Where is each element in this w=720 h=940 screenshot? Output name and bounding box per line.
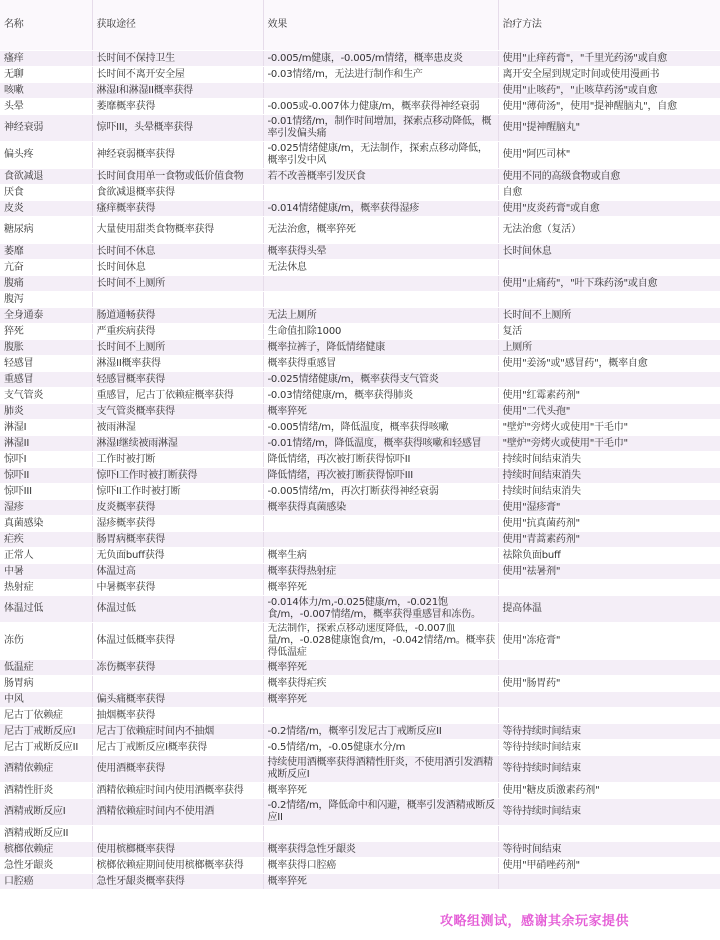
table-row xyxy=(0,580,720,596)
table-row xyxy=(0,783,720,799)
cell-effect xyxy=(263,708,498,724)
cell-effect: 概率获得真菌感染 xyxy=(263,500,498,516)
cell-effect: 概率拉裤子，降低情绪健康 xyxy=(263,340,498,356)
cell-treatment: 使用"祛暑剂" xyxy=(498,564,720,580)
cell-effect: -0.005/m健康，-0.005/m情绪，概率患皮炎 xyxy=(263,51,498,67)
cell-source: 抽烟概率获得 xyxy=(92,708,263,724)
table-row xyxy=(0,115,720,142)
cell-treatment: 长时间不上厕所 xyxy=(498,308,720,324)
cell-treatment: 使用"薄荷汤"，使用"提神醒脑丸"，自愈 xyxy=(498,99,720,115)
cell-effect: 概率猝死 xyxy=(263,692,498,708)
cell-effect: 若不改善概率引发厌食 xyxy=(263,169,498,185)
cell-name: 亢奋 xyxy=(0,260,92,276)
cell-name: 酒精戒断反应I xyxy=(0,799,92,826)
cell-name: 重感冒 xyxy=(0,372,92,388)
header-effect: 效果 xyxy=(263,0,498,51)
table-row xyxy=(0,532,720,548)
cell-source: 惊吓II工作时被打断 xyxy=(92,484,263,500)
cell-name: 神经衰弱 xyxy=(0,115,92,142)
cell-name: 酒精性肝炎 xyxy=(0,783,92,799)
table-row xyxy=(0,372,720,388)
cell-source: 酒精依赖症时间内不使用酒 xyxy=(92,799,263,826)
cell-effect: 概率猝死 xyxy=(263,404,498,420)
cell-effect: 概率获得急性牙龈炎 xyxy=(263,842,498,858)
table-row xyxy=(0,596,720,623)
cell-name: 糖尿病 xyxy=(0,217,92,244)
cell-treatment: 使用"肠胃药" xyxy=(498,676,720,692)
table-row xyxy=(0,260,720,276)
table-row xyxy=(0,308,720,324)
cell-source: 瘙痒概率获得 xyxy=(92,201,263,217)
cell-source: 使用酒概率获得 xyxy=(92,756,263,783)
cell-treatment: 等待持续时间结束 xyxy=(498,740,720,756)
cell-effect: 概率获得重感冒 xyxy=(263,356,498,372)
cell-effect: 无法制作，探索点移动速度降低，-0.007血量/m，-0.028健康饱食/m，-0.042情绪/m。概率获得低温症 xyxy=(263,623,498,660)
cell-effect xyxy=(263,276,498,292)
cell-name: 淋湿I xyxy=(0,420,92,436)
cell-effect: -0.005情绪/m，再次打断获得神经衰弱 xyxy=(263,484,498,500)
cell-effect xyxy=(263,292,498,308)
table-row xyxy=(0,724,720,740)
cell-source: 长时间不休息 xyxy=(92,244,263,260)
cell-effect: 降低情绪，再次被打断获得惊吓III xyxy=(263,468,498,484)
table-row xyxy=(0,420,720,436)
cell-treatment: 复活 xyxy=(498,324,720,340)
table-row xyxy=(0,67,720,83)
cell-source: 淋湿II概率获得 xyxy=(92,356,263,372)
table-row xyxy=(0,292,720,308)
cell-name: 皮炎 xyxy=(0,201,92,217)
cell-effect: 生命值扣除1000 xyxy=(263,324,498,340)
cell-treatment: 使用"青蒿素药剂" xyxy=(498,532,720,548)
cell-effect: 概率获得疟疾 xyxy=(263,676,498,692)
cell-name: 食欲减退 xyxy=(0,169,92,185)
cell-name: 中风 xyxy=(0,692,92,708)
cell-source: 使用槟榔概率获得 xyxy=(92,842,263,858)
table-row xyxy=(0,858,720,874)
cell-source: 工作时被打断 xyxy=(92,452,263,468)
cell-treatment xyxy=(498,580,720,596)
cell-source: 湿疹概率获得 xyxy=(92,516,263,532)
table-row xyxy=(0,692,720,708)
cell-effect: -0.025情绪健康/m，无法制作，探索点移动降低，概率引发中风 xyxy=(263,142,498,169)
cell-treatment: "壁炉"旁烤火或使用"干毛巾" xyxy=(498,420,720,436)
cell-source: 长时间不离开安全屋 xyxy=(92,67,263,83)
cell-name: 体温过低 xyxy=(0,596,92,623)
cell-name: 咳嗽 xyxy=(0,83,92,99)
cell-name: 低温症 xyxy=(0,660,92,676)
cell-treatment: 使用"姜汤"或"感冒药"，概率自愈 xyxy=(498,356,720,372)
cell-name: 全身通泰 xyxy=(0,308,92,324)
cell-name: 正常人 xyxy=(0,548,92,564)
cell-name: 酒精戒断反应II xyxy=(0,826,92,842)
cell-source: 皮炎概率获得 xyxy=(92,500,263,516)
cell-name: 无聊 xyxy=(0,67,92,83)
table-row xyxy=(0,51,720,67)
cell-name: 支气管炎 xyxy=(0,388,92,404)
cell-name: 惊吓III xyxy=(0,484,92,500)
cell-source xyxy=(92,826,263,842)
cell-source: 体温过低 xyxy=(92,596,263,623)
cell-name: 真菌感染 xyxy=(0,516,92,532)
table-row xyxy=(0,244,720,260)
cell-effect: -0.01情绪/m，降低温度，概率获得咳嗽和轻感冒 xyxy=(263,436,498,452)
cell-treatment: 持续时间结束消失 xyxy=(498,484,720,500)
cell-effect: -0.005或-0.007体力健康/m，概率获得神经衰弱 xyxy=(263,99,498,115)
cell-effect: 概率猝死 xyxy=(263,660,498,676)
table-row xyxy=(0,142,720,169)
cell-effect: 无法休息 xyxy=(263,260,498,276)
cell-effect: 持续使用酒概率获得酒精性肝炎，不使用酒引发酒精戒断反应I xyxy=(263,756,498,783)
header-source: 获取途径 xyxy=(92,0,263,51)
cell-treatment: 祛除负面buff xyxy=(498,548,720,564)
cell-effect: -0.005情绪/m，降低温度，概率获得咳嗽 xyxy=(263,420,498,436)
cell-source: 被雨淋湿 xyxy=(92,420,263,436)
cell-effect xyxy=(263,826,498,842)
cell-treatment: 使用"二代头孢" xyxy=(498,404,720,420)
table-row xyxy=(0,436,720,452)
table-row xyxy=(0,356,720,372)
table-row xyxy=(0,452,720,468)
table-row xyxy=(0,404,720,420)
table-row xyxy=(0,516,720,532)
cell-source: 无负面buff获得 xyxy=(92,548,263,564)
cell-source: 大量使用甜类食物概率获得 xyxy=(92,217,263,244)
cell-source: 长时间不保持卫生 xyxy=(92,51,263,67)
cell-name: 急性牙龈炎 xyxy=(0,858,92,874)
cell-source: 长时间休息 xyxy=(92,260,263,276)
cell-treatment: 使用"糖皮质激素药剂" xyxy=(498,783,720,799)
table-row xyxy=(0,548,720,564)
cell-source: 萎靡概率获得 xyxy=(92,99,263,115)
cell-effect xyxy=(263,83,498,99)
cell-source: 惊吓I工作时被打断获得 xyxy=(92,468,263,484)
cell-source xyxy=(92,292,263,308)
cell-effect: -0.014体力/m,-0.025健康/m，-0.021饱食/m，-0.007情绪/m，概率获得重感冒和冻伤。 xyxy=(263,596,498,623)
cell-effect: 概率猝死 xyxy=(263,580,498,596)
cell-name: 中暑 xyxy=(0,564,92,580)
table-row xyxy=(0,340,720,356)
cell-name: 肠胃病 xyxy=(0,676,92,692)
table-row xyxy=(0,276,720,292)
cell-name: 尼古丁戒断反应I xyxy=(0,724,92,740)
cell-name: 口腔癌 xyxy=(0,874,92,890)
cell-effect: -0.03情绪/m，无法进行制作和生产 xyxy=(263,67,498,83)
cell-source: 肠胃病概率获得 xyxy=(92,532,263,548)
cell-source: 中暑概率获得 xyxy=(92,580,263,596)
cell-effect: -0.025情绪健康/m，概率获得支气管炎 xyxy=(263,372,498,388)
cell-treatment xyxy=(498,372,720,388)
table-row xyxy=(0,676,720,692)
table-header-row xyxy=(0,0,720,51)
cell-source: 淋湿I继续被雨淋湿 xyxy=(92,436,263,452)
cell-source: 重感冒，尼古丁依赖症概率获得 xyxy=(92,388,263,404)
cell-source: 惊吓III，头晕概率获得 xyxy=(92,115,263,142)
cell-name: 腹痛 xyxy=(0,276,92,292)
cell-source: 酒精依赖症时间内使用酒概率获得 xyxy=(92,783,263,799)
cell-treatment: 使用"皮炎药膏"或自愈 xyxy=(498,201,720,217)
cell-treatment: 使用"止痛药"，"叶下珠药汤"或自愈 xyxy=(498,276,720,292)
cell-source: 支气管炎概率获得 xyxy=(92,404,263,420)
table-row xyxy=(0,201,720,217)
cell-source: 长时间不上厕所 xyxy=(92,340,263,356)
cell-name: 惊吓I xyxy=(0,452,92,468)
cell-source: 冻伤概率获得 xyxy=(92,660,263,676)
cell-effect: -0.2情绪/m，概率引发尼古丁戒断反应II xyxy=(263,724,498,740)
cell-source: 长时间不上厕所 xyxy=(92,276,263,292)
cell-name: 槟榔依赖症 xyxy=(0,842,92,858)
cell-treatment: 使用"甲硝唑药剂" xyxy=(498,858,720,874)
cell-treatment: 使用"止痒药膏"，"千里光药汤"或自愈 xyxy=(498,51,720,67)
cell-treatment: 长时间休息 xyxy=(498,244,720,260)
table-row xyxy=(0,799,720,826)
cell-treatment xyxy=(498,292,720,308)
cell-treatment: 使用"抗真菌药剂" xyxy=(498,516,720,532)
header-name: 名称 xyxy=(0,0,92,51)
cell-name: 瘙痒 xyxy=(0,51,92,67)
cell-effect: -0.2情绪/m，降低命中和闪避，概率引发酒精戒断反应II xyxy=(263,799,498,826)
cell-treatment: "壁炉"旁烤火或使用"干毛巾" xyxy=(498,436,720,452)
cell-effect: 无法治愈，概率猝死 xyxy=(263,217,498,244)
cell-effect xyxy=(263,185,498,201)
cell-treatment xyxy=(498,260,720,276)
cell-name: 湿疹 xyxy=(0,500,92,516)
cell-treatment: 自愈 xyxy=(498,185,720,201)
cell-source: 尼古丁戒断反应I概率获得 xyxy=(92,740,263,756)
cell-name: 轻感冒 xyxy=(0,356,92,372)
cell-treatment xyxy=(498,660,720,676)
cell-effect: 无法上厕所 xyxy=(263,308,498,324)
cell-treatment: 等待时间结束 xyxy=(498,842,720,858)
cell-name: 偏头疼 xyxy=(0,142,92,169)
cell-source: 偏头痛概率获得 xyxy=(92,692,263,708)
cell-source: 神经衰弱概率获得 xyxy=(92,142,263,169)
cell-effect: -0.014情绪健康/m，概率获得湿疹 xyxy=(263,201,498,217)
cell-treatment: 上厕所 xyxy=(498,340,720,356)
cell-source: 长时间食用单一食物或低价值食物 xyxy=(92,169,263,185)
cell-name: 腹胀 xyxy=(0,340,92,356)
cell-treatment: 等待持续时间结束 xyxy=(498,724,720,740)
cell-name: 冻伤 xyxy=(0,623,92,660)
cell-effect: 概率获得头晕 xyxy=(263,244,498,260)
table-row xyxy=(0,169,720,185)
cell-treatment: 使用"湿疹膏" xyxy=(498,500,720,516)
cell-name: 头晕 xyxy=(0,99,92,115)
table-row xyxy=(0,500,720,516)
cell-treatment: 使用"止咳药"，"止咳草药汤"或自愈 xyxy=(498,83,720,99)
table-row xyxy=(0,324,720,340)
cell-source: 食欲减退概率获得 xyxy=(92,185,263,201)
table-row xyxy=(0,874,720,890)
cell-source: 尼古丁依赖症时间内不抽烟 xyxy=(92,724,263,740)
cell-treatment xyxy=(498,692,720,708)
cell-name: 酒精依赖症 xyxy=(0,756,92,783)
cell-treatment: 持续时间结束消失 xyxy=(498,468,720,484)
cell-name: 疟疾 xyxy=(0,532,92,548)
cell-name: 腹泻 xyxy=(0,292,92,308)
cell-effect: 概率获得热射症 xyxy=(263,564,498,580)
cell-source xyxy=(92,676,263,692)
table-row xyxy=(0,83,720,99)
table-row xyxy=(0,842,720,858)
cell-source: 槟榔依赖症期间使用槟榔概率获得 xyxy=(92,858,263,874)
cell-treatment: 使用"红霉素药剂" xyxy=(498,388,720,404)
table-row xyxy=(0,623,720,660)
cell-effect: -0.03情绪健康/m，概率获得肺炎 xyxy=(263,388,498,404)
table-row xyxy=(0,99,720,115)
cell-effect: 降低情绪，再次被打断获得惊吓II xyxy=(263,452,498,468)
cell-treatment xyxy=(498,708,720,724)
cell-effect: -0.01情绪/m，制作时间增加，探索点移动降低，概率引发偏头痛 xyxy=(263,115,498,142)
cell-name: 热射症 xyxy=(0,580,92,596)
cell-treatment: 使用不同的高级食物或自愈 xyxy=(498,169,720,185)
table-row xyxy=(0,740,720,756)
cell-effect: 概率猝死 xyxy=(263,874,498,890)
cell-treatment: 使用"提神醒脑丸" xyxy=(498,115,720,142)
cell-name: 萎靡 xyxy=(0,244,92,260)
cell-name: 惊吓II xyxy=(0,468,92,484)
cell-effect xyxy=(263,516,498,532)
table-row xyxy=(0,468,720,484)
cell-name: 尼古丁依赖症 xyxy=(0,708,92,724)
cell-effect xyxy=(263,532,498,548)
table-row xyxy=(0,388,720,404)
cell-source: 轻感冒概率获得 xyxy=(92,372,263,388)
cell-source: 体温过低概率获得 xyxy=(92,623,263,660)
cell-treatment: 提高体温 xyxy=(498,596,720,623)
cell-treatment xyxy=(498,874,720,890)
cell-effect: 概率猝死 xyxy=(263,783,498,799)
header-treatment: 治疗方法 xyxy=(498,0,720,51)
table-row xyxy=(0,564,720,580)
table-row xyxy=(0,484,720,500)
table-row xyxy=(0,708,720,724)
cell-name: 厌食 xyxy=(0,185,92,201)
cell-effect: 概率获得口腔癌 xyxy=(263,858,498,874)
cell-treatment: 使用"冻疮膏" xyxy=(498,623,720,660)
cell-source: 急性牙龈炎概率获得 xyxy=(92,874,263,890)
cell-treatment: 无法治愈（复活） xyxy=(498,217,720,244)
cell-treatment xyxy=(498,826,720,842)
cell-name: 猝死 xyxy=(0,324,92,340)
cell-treatment: 离开安全屋到规定时间或使用漫画书 xyxy=(498,67,720,83)
cell-treatment: 持续时间结束消失 xyxy=(498,452,720,468)
cell-source: 体温过高 xyxy=(92,564,263,580)
cell-treatment: 等待持续时间结束 xyxy=(498,756,720,783)
cell-name: 肺炎 xyxy=(0,404,92,420)
cell-effect: -0.5情绪/m，-0.05健康水分/m xyxy=(263,740,498,756)
watermark-text: 攻略组测试，感谢其余玩家提供 xyxy=(440,914,630,929)
table-row xyxy=(0,217,720,244)
cell-source: 严重疾病获得 xyxy=(92,324,263,340)
cell-name: 尼古丁戒断反应II xyxy=(0,740,92,756)
cell-source: 淋湿I和淋湿II概率获得 xyxy=(92,83,263,99)
cell-name: 淋湿II xyxy=(0,436,92,452)
cell-effect: 概率生病 xyxy=(263,548,498,564)
table-row xyxy=(0,185,720,201)
cell-treatment: 使用"阿匹司林" xyxy=(498,142,720,169)
table-row xyxy=(0,756,720,783)
cell-source: 肠道通畅获得 xyxy=(92,308,263,324)
cell-treatment: 等待持续时间结束 xyxy=(498,799,720,826)
table-row xyxy=(0,660,720,676)
table-row xyxy=(0,826,720,842)
